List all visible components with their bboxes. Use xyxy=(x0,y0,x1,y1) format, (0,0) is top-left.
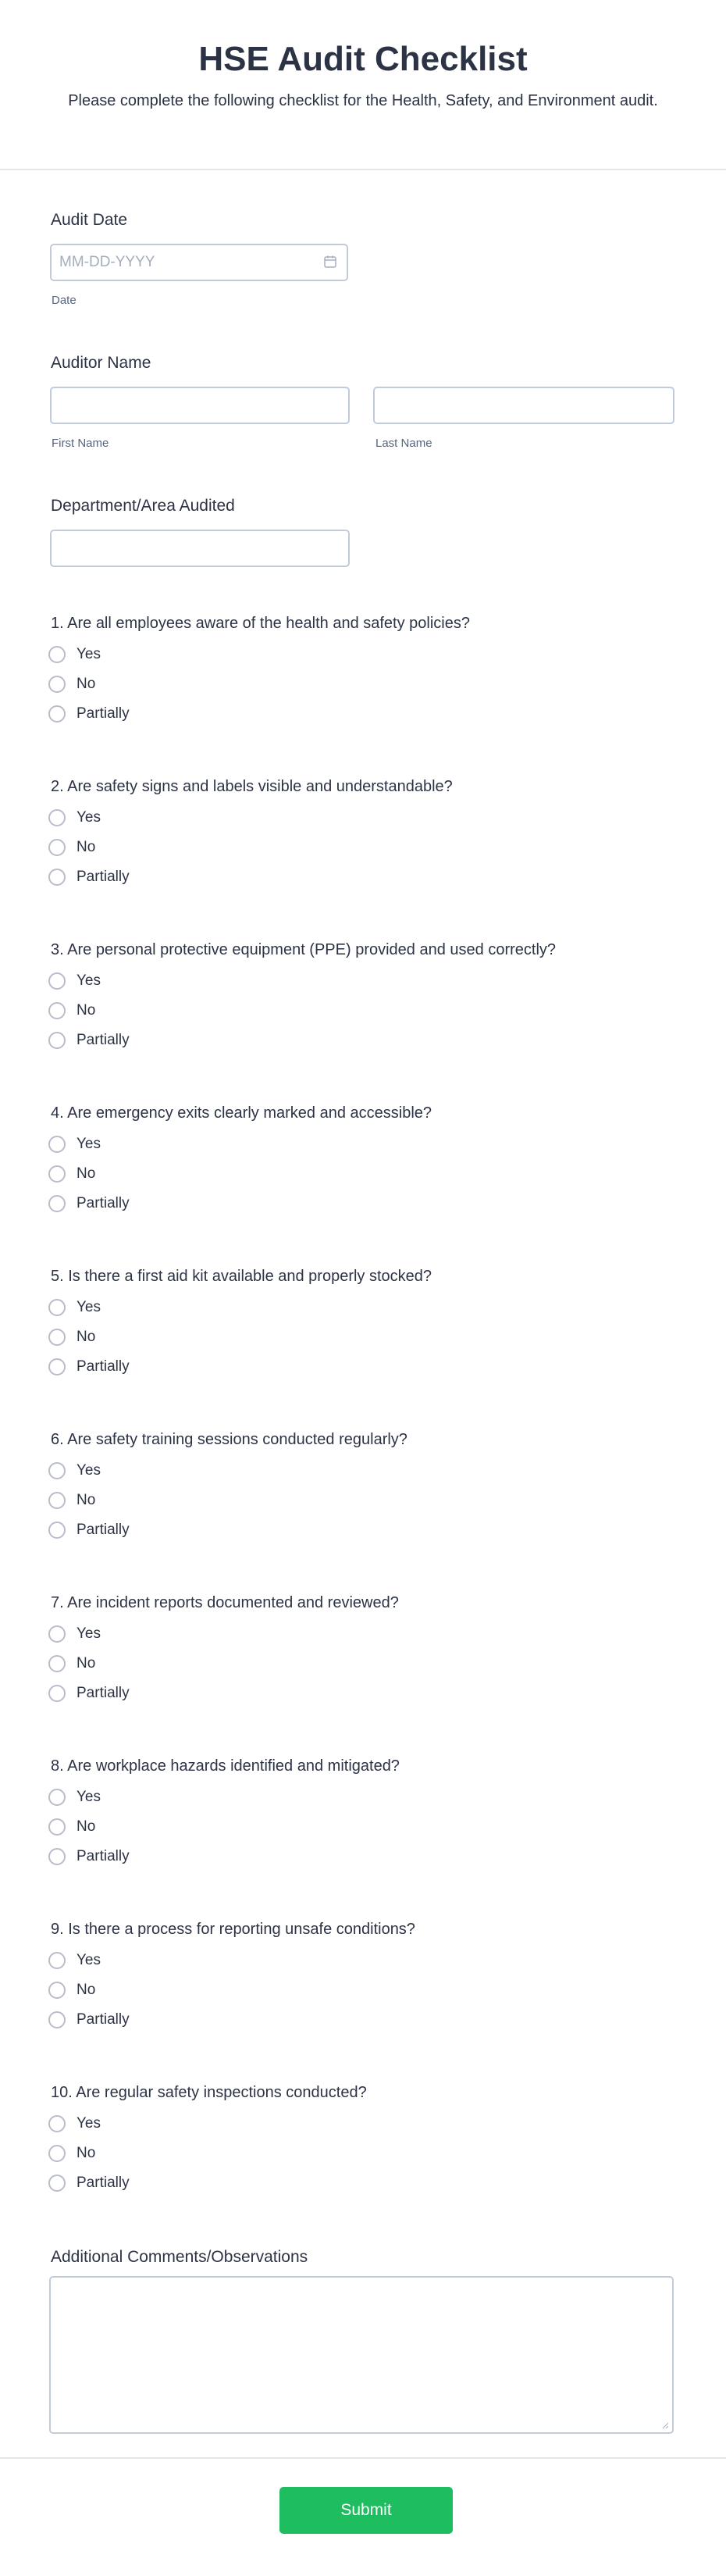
option-label: Yes xyxy=(77,809,101,826)
question-5-option-no[interactable] xyxy=(48,1326,95,1348)
audit-date-input[interactable] xyxy=(50,244,348,281)
option-label: Partially xyxy=(77,2175,130,2191)
question-6-option-no[interactable] xyxy=(48,1490,95,1511)
calendar-icon[interactable] xyxy=(323,255,337,269)
radio-button[interactable] xyxy=(48,2145,66,2162)
radio-button[interactable] xyxy=(48,1522,66,1539)
radio-button[interactable] xyxy=(48,1462,66,1479)
question-2-option-yes[interactable] xyxy=(48,807,101,829)
radio-button[interactable] xyxy=(48,1299,66,1316)
radio-button[interactable] xyxy=(48,705,66,722)
radio-button[interactable] xyxy=(48,1165,66,1183)
question-10-option-partially[interactable] xyxy=(48,2172,130,2194)
first-name-sublabel: First Name xyxy=(52,437,109,450)
question-1-option-no[interactable] xyxy=(48,673,95,695)
question-3-option-yes[interactable] xyxy=(48,970,101,992)
audit-date-sublabel: Date xyxy=(52,294,77,307)
radio-button[interactable] xyxy=(48,646,66,663)
option-label: Yes xyxy=(77,1462,101,1479)
radio-button[interactable] xyxy=(48,1032,66,1049)
option-label: Partially xyxy=(77,705,130,722)
question-9-option-yes[interactable] xyxy=(48,1950,101,1971)
page-title: HSE Audit Checklist xyxy=(198,40,528,78)
option-label: Partially xyxy=(77,1685,130,1701)
question-5-label: 5. Is there a first aid kit available and properly stocked? xyxy=(51,1268,432,1285)
question-8-option-partially[interactable] xyxy=(48,1846,130,1868)
option-label: No xyxy=(77,1982,96,1998)
question-3-option-no[interactable] xyxy=(48,1000,95,1022)
first-name-input[interactable] xyxy=(50,387,350,424)
question-6-label: 6. Are safety training sessions conducted regularly? xyxy=(51,1431,407,1448)
audit-date-placeholder: MM-DD-YYYY xyxy=(59,254,155,270)
option-label: Partially xyxy=(77,1522,130,1538)
option-label: Partially xyxy=(77,1195,130,1211)
question-4-option-no[interactable] xyxy=(48,1163,95,1185)
radio-button[interactable] xyxy=(48,1818,66,1836)
question-2-option-no[interactable] xyxy=(48,837,95,858)
question-8-label: 8. Are workplace hazards identified and mitigated? xyxy=(51,1757,400,1775)
option-label: Yes xyxy=(77,1952,101,1968)
radio-button[interactable] xyxy=(48,972,66,990)
question-4-option-yes[interactable] xyxy=(48,1133,101,1155)
question-7-option-partially[interactable] xyxy=(48,1682,130,1704)
form-header xyxy=(0,0,726,170)
radio-button[interactable] xyxy=(48,1492,66,1509)
question-8-option-yes[interactable] xyxy=(48,1786,101,1808)
question-6-option-yes[interactable] xyxy=(48,1460,101,1482)
question-4-label: 4. Are emergency exits clearly marked and accessible? xyxy=(51,1104,432,1122)
option-label: Partially xyxy=(77,1848,130,1864)
question-9-option-partially[interactable] xyxy=(48,2009,130,2031)
auditor-name-label: Auditor Name xyxy=(51,354,151,372)
question-4-option-partially[interactable] xyxy=(48,1193,130,1215)
radio-button[interactable] xyxy=(48,1952,66,1969)
option-label: No xyxy=(77,2145,96,2161)
option-label: Yes xyxy=(77,1299,101,1315)
option-label: No xyxy=(77,839,96,855)
resize-handle-icon[interactable] xyxy=(661,2421,669,2429)
radio-button[interactable] xyxy=(48,1685,66,1702)
question-7-option-yes[interactable] xyxy=(48,1623,101,1645)
radio-button[interactable] xyxy=(48,1002,66,1019)
audit-date-label: Audit Date xyxy=(51,211,128,229)
comments-label: Additional Comments/Observations xyxy=(51,2248,308,2266)
question-8-option-no[interactable] xyxy=(48,1816,95,1838)
option-label: Yes xyxy=(77,646,101,662)
radio-button[interactable] xyxy=(48,2115,66,2132)
comments-textarea[interactable] xyxy=(49,2276,674,2434)
radio-button[interactable] xyxy=(48,1136,66,1153)
option-label: No xyxy=(77,1492,96,1508)
option-label: No xyxy=(77,1329,96,1345)
option-label: Yes xyxy=(77,1136,101,1152)
radio-button[interactable] xyxy=(48,809,66,826)
question-10-option-yes[interactable] xyxy=(48,2113,101,2135)
radio-button[interactable] xyxy=(48,839,66,856)
question-3-label: 3. Are personal protective equipment (PPE) provided and used correctly? xyxy=(51,941,557,958)
question-9-label: 9. Is there a process for reporting unsafe conditions? xyxy=(51,1921,415,1938)
radio-button[interactable] xyxy=(48,1655,66,1672)
radio-button[interactable] xyxy=(48,1982,66,1999)
option-label: Yes xyxy=(77,1625,101,1642)
option-label: Partially xyxy=(77,2011,130,2028)
question-10-label: 10. Are regular safety inspections conducted? xyxy=(51,2084,367,2101)
question-1-option-partially[interactable] xyxy=(48,703,130,725)
question-2-option-partially[interactable] xyxy=(48,866,130,888)
page-subtitle: Please complete the following checklist for the Health, Safety, and Environment audit. xyxy=(68,92,658,109)
option-label: Partially xyxy=(77,1032,130,1048)
question-3-option-partially[interactable] xyxy=(48,1029,130,1051)
footer-divider xyxy=(0,2457,726,2459)
radio-button[interactable] xyxy=(48,676,66,693)
question-5-option-yes[interactable] xyxy=(48,1297,101,1318)
radio-button[interactable] xyxy=(48,2011,66,2028)
radio-button[interactable] xyxy=(48,1848,66,1865)
option-label: No xyxy=(77,1818,96,1835)
question-10-option-no[interactable] xyxy=(48,2143,95,2164)
radio-button[interactable] xyxy=(48,1329,66,1346)
option-label: No xyxy=(77,1655,96,1672)
radio-button[interactable] xyxy=(48,1789,66,1806)
question-1-option-yes[interactable] xyxy=(48,644,101,665)
last-name-sublabel: Last Name xyxy=(375,437,432,450)
radio-button[interactable] xyxy=(48,1358,66,1375)
question-1-label: 1. Are all employees aware of the health and safety policies? xyxy=(51,615,470,632)
option-label: Partially xyxy=(77,869,130,885)
question-5-option-partially[interactable] xyxy=(48,1356,130,1378)
department-label: Department/Area Audited xyxy=(51,497,235,515)
option-label: No xyxy=(77,1165,96,1182)
option-label: Yes xyxy=(77,2115,101,2132)
radio-button[interactable] xyxy=(48,869,66,886)
option-label: No xyxy=(77,1002,96,1019)
question-2-label: 2. Are safety signs and labels visible and understandable? xyxy=(51,778,453,795)
option-label: Yes xyxy=(77,1789,101,1805)
department-input[interactable] xyxy=(50,530,350,567)
submit-button[interactable]: Submit xyxy=(279,2487,453,2534)
radio-button[interactable] xyxy=(48,1195,66,1212)
last-name-input[interactable] xyxy=(373,387,674,424)
question-7-label: 7. Are incident reports documented and reviewed? xyxy=(51,1594,399,1611)
option-label: Partially xyxy=(77,1358,130,1375)
question-7-option-no[interactable] xyxy=(48,1653,95,1675)
option-label: No xyxy=(77,676,96,692)
question-6-option-partially[interactable] xyxy=(48,1519,130,1541)
radio-button[interactable] xyxy=(48,1625,66,1643)
radio-button[interactable] xyxy=(48,2175,66,2192)
question-9-option-no[interactable] xyxy=(48,1979,95,2001)
option-label: Yes xyxy=(77,972,101,989)
